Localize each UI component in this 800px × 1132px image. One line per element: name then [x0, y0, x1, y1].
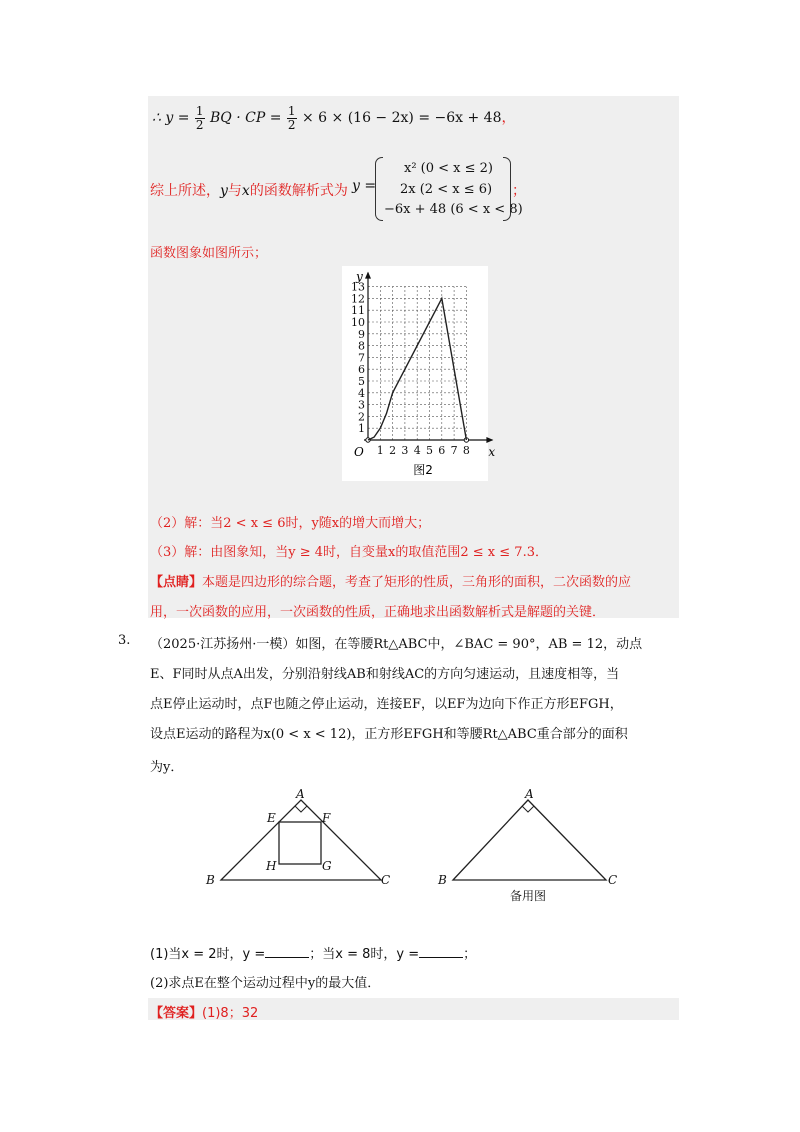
problem-line-1: （2025·江苏扬州·一模）如图，在等腰Rt△ABC中，∠BAC = 90°，AB = 12，动点 [150, 637, 643, 652]
answer-text: (1)8；32 [202, 1006, 259, 1021]
formula-rest: BQ · CP = [210, 110, 282, 126]
origin-label: O [354, 445, 364, 459]
summary-end: ； [512, 183, 526, 199]
function-graph [342, 266, 496, 481]
summary-mid: 与 [227, 183, 242, 199]
summary-x: x [241, 183, 250, 199]
summary-text [150, 180, 348, 200]
y-tick-label: 2 [358, 410, 365, 424]
summary-y: y [220, 183, 228, 199]
frac-den: 2 [195, 117, 204, 132]
figure-triangle-square [200, 783, 405, 893]
spare-right-angle-mark [522, 806, 534, 812]
question-2: (2)求点E在整个运动过程中y的最大值． [150, 976, 381, 991]
summary-label: 综上所述， [150, 183, 220, 199]
comment-line-2: 用，一次函数的应用，一次函数的性质，正确地求出函数解析式是解题的关键． [150, 605, 606, 620]
x-axis-label: x [488, 445, 496, 459]
y-tick-label: 10 [351, 316, 365, 329]
piece-2: 2x (2 < x ≤ 6) [400, 182, 493, 197]
label-c: C [381, 873, 391, 887]
y-tick-label: 3 [358, 398, 365, 412]
comment-line-1 [150, 571, 631, 590]
graph-caption: 图2 [413, 463, 433, 477]
label-b: B [206, 873, 215, 887]
y-tick-label: 7 [358, 351, 365, 365]
label-h: H [266, 859, 277, 873]
answer-tag: 【答案】 [150, 1006, 203, 1021]
right-angle-mark [295, 806, 307, 812]
spare-caption: 备用图 [510, 889, 547, 903]
problem-number: 3. [118, 633, 131, 648]
problem-line-5: 为y． [150, 760, 184, 775]
spare-label-a: A [525, 787, 534, 801]
formula-prefix: ∴ y = [152, 110, 190, 126]
y-tick-label: 11 [351, 304, 365, 318]
problem-line-3: 点E停止运动时，点F也随之停止运动，连接EF，以EF为边向下作正方形EFGH， [150, 697, 623, 712]
fraction-half-2 [287, 105, 297, 132]
y-axis-label: y [356, 269, 363, 284]
x-tick-label: 5 [426, 444, 433, 457]
problem-line-4: 设点E运动的路程为x(0 < x < 12)，正方形EFGH和等腰Rt△ABC重合部分的面积 [150, 727, 628, 742]
q1-part-c: ； [463, 947, 477, 962]
comment-text-1: 本题是四边形的综合题，考查了矩形的性质，三角形的面积，二次函数的应 [202, 575, 632, 590]
y-tick-label: 6 [358, 363, 365, 377]
answer-line [150, 1002, 258, 1021]
formula-tail: × 6 × (16 − 2x) = −6x + 48 [301, 110, 502, 126]
question-1 [150, 943, 476, 962]
part-2-answer: （2）解：当2 < x ≤ 6时，y随x的增大而增大； [150, 516, 431, 531]
figure-spare-triangle [432, 783, 632, 908]
frac-den-2: 2 [287, 117, 296, 132]
q1-part-a: (1)当x = 2时，y = [150, 947, 266, 962]
formula-end: ， [501, 110, 516, 126]
graph-intro: 函数图象如图所示； [150, 246, 268, 261]
x-tick-label: 7 [450, 444, 458, 457]
comment-tag: 【点睛】 [150, 575, 203, 590]
x-tick-label: 3 [401, 444, 409, 457]
spare-label-b: B [438, 873, 447, 887]
frac-num-2: 1 [287, 103, 296, 118]
q1-blank-2 [419, 945, 463, 958]
problem-line-2: E、F同时从点A出发，分别沿射线AB和射线AC的方向匀速运动，且速度相等，当 [150, 667, 620, 682]
x-tick-label: 6 [438, 444, 446, 457]
label-f: F [322, 811, 331, 825]
piece-1: x² (0 < x ≤ 2) [404, 161, 494, 176]
x-tick-label: 8 [462, 444, 470, 457]
y-tick-label: 5 [358, 375, 365, 388]
fraction-half [195, 105, 205, 132]
square-efgh [279, 822, 321, 864]
frac-num: 1 [195, 103, 204, 118]
part-3-answer: （3）解：由图象知，当y ≥ 4时，自变量x的取值范围2 ≤ x ≤ 7.3． [150, 545, 548, 560]
spare-label-c: C [608, 873, 618, 887]
y-tick-label: 13 [351, 280, 365, 294]
y-tick-label: 1 [358, 422, 365, 436]
x-tick-label: 4 [413, 444, 421, 457]
q1-blank-1 [265, 945, 309, 958]
x-tick-label: 1 [376, 444, 384, 457]
x-tick-label: 2 [389, 444, 397, 457]
label-g: G [322, 859, 332, 873]
q1-part-b: ；当x = 8时，y = [309, 947, 420, 962]
y-tick-label: 4 [358, 386, 365, 400]
summary-eq: y = [352, 178, 377, 194]
spare-triangle-abc [453, 800, 606, 880]
y-tick-label: 8 [358, 339, 365, 353]
y-tick-label: 9 [358, 327, 365, 341]
piece-3: −6x + 48 (6 < x < 8) [384, 202, 523, 217]
formula-line [152, 104, 515, 132]
left-bracket [375, 157, 383, 221]
label-a: A [296, 787, 305, 801]
y-tick-label: 12 [351, 292, 365, 306]
summary-rest: 的函数解析式为 [249, 183, 348, 199]
label-e: E [267, 811, 276, 825]
